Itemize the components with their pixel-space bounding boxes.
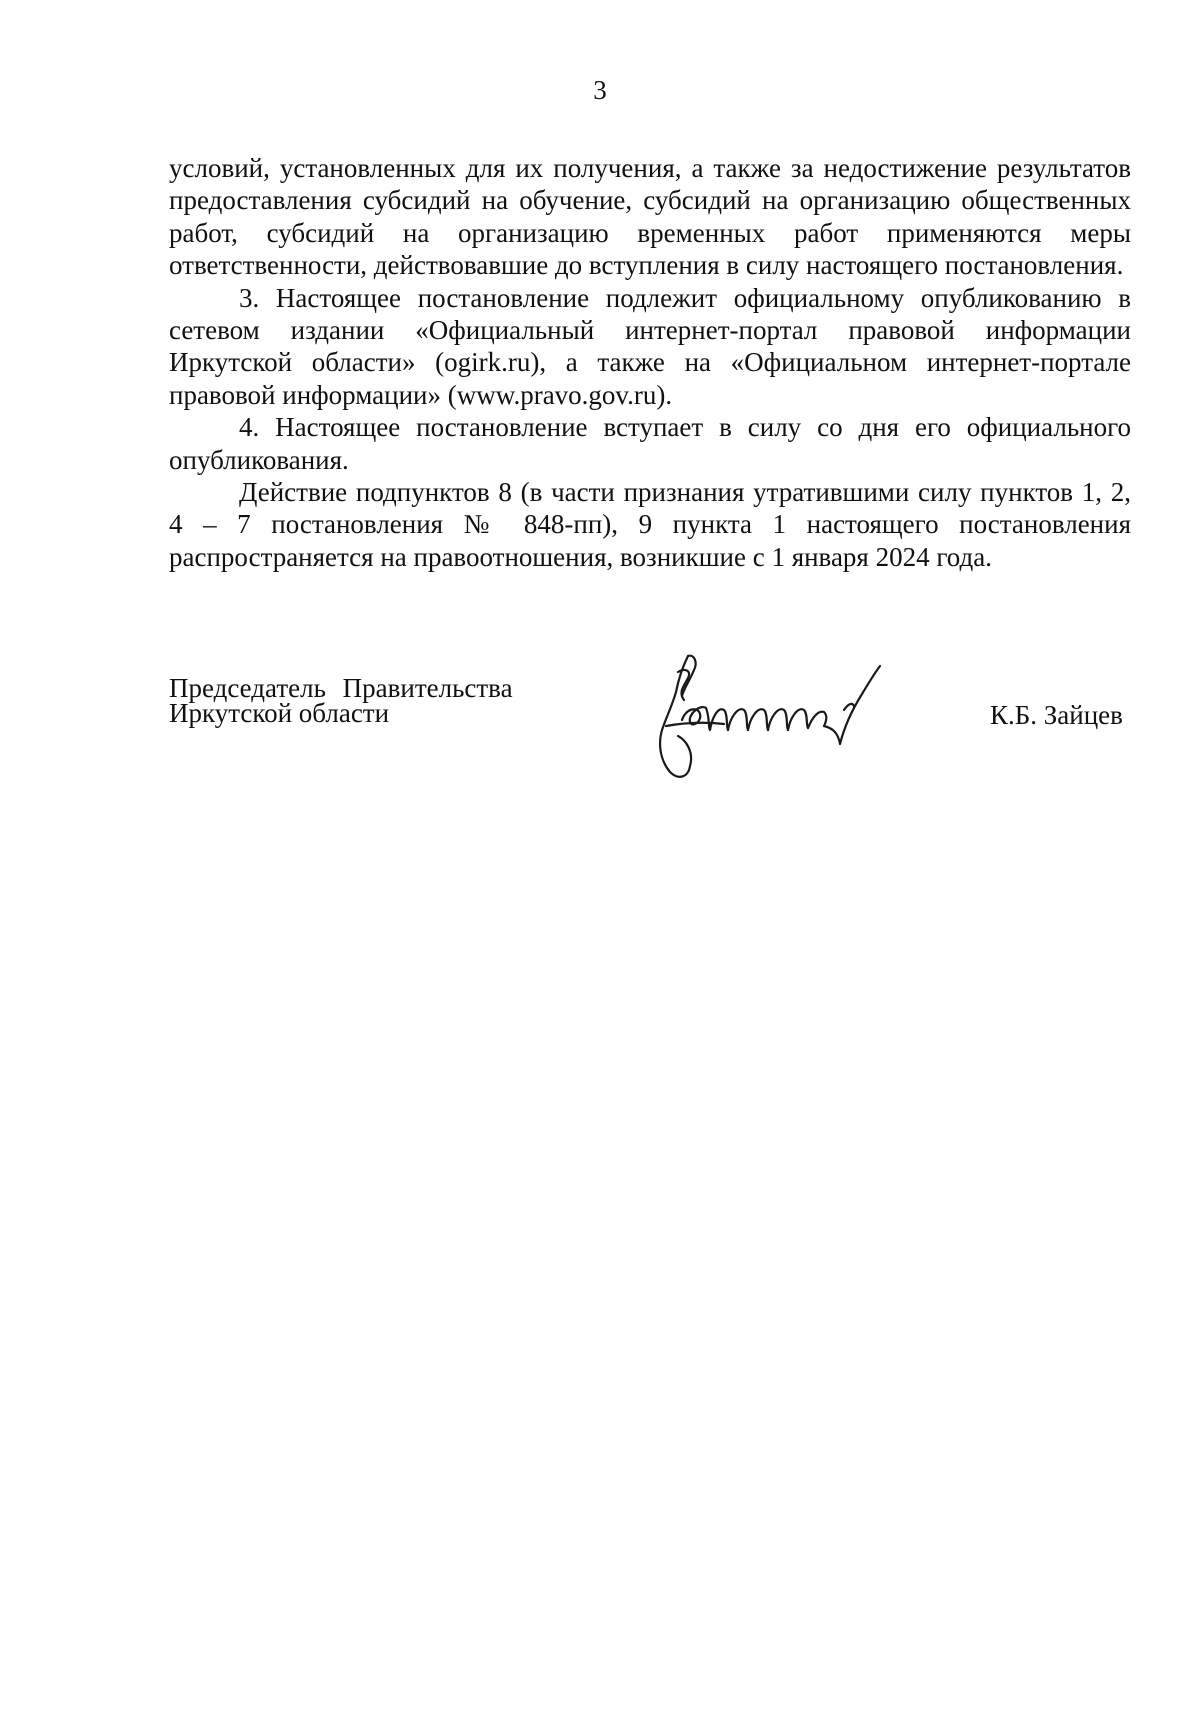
paragraph-item-4: 4. Настоящее постановление вступает в силу со дня его официального опубликования.: [169, 412, 1131, 475]
signatory-title-line-1: Председатель Правительства: [169, 673, 513, 703]
signatory-title: [169, 673, 513, 728]
paragraph-item-3: 3. Настоящее постановление подлежит официальному опубликованию в сетевом издании «Официальный интернет-портал правовой информации Иркутской области» (ogirk.ru), а также на «Официальном интернет-портале правовой информации» (www.pravo.gov.ru).: [169, 282, 1131, 410]
page-number: 3: [593, 75, 607, 105]
document-body: [169, 152, 1131, 573]
handwritten-signature: [648, 648, 908, 798]
signatory-title-line-2: Иркутской области: [169, 698, 390, 728]
paragraph-continuation: условий, установленных для их получения, а также за недостижение результатов предоставления субсидий на обучение, субсидий на организацию общественных работ, субсидий на организацию временных работ применяются меры ответственности, действовавшие до вступления в силу настоящего постановления.: [169, 153, 1131, 281]
signer-name: К.Б. Зайцев: [990, 700, 1123, 730]
paragraph-effect-clause: Действие подпунктов 8 (в части признания утратившими силу пунктов 1, 2, 4 – 7 постановления № 848-пп), 9 пункта 1 настоящего постановления распространяется на правоотношения, возникшие с 1 января 2024 года.: [169, 477, 1131, 572]
